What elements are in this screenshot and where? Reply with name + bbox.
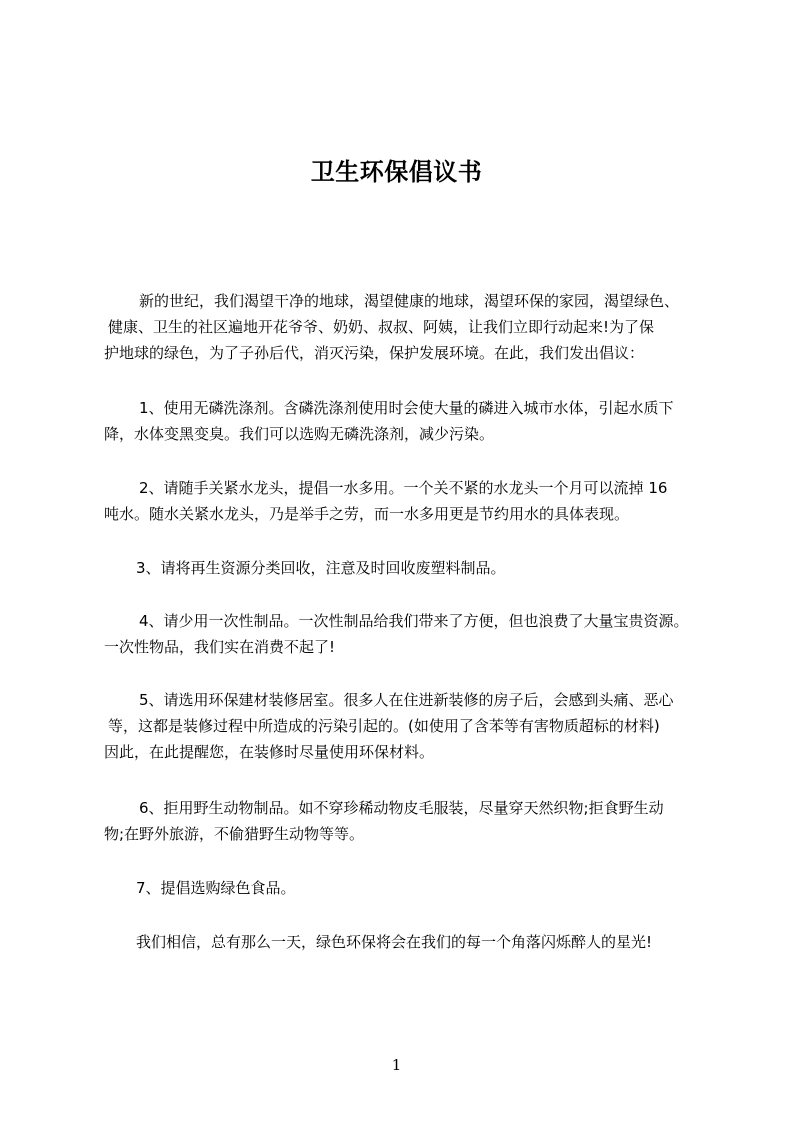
closing-statement: 我们相信，总有那么一天，绿色环保将会在我们的每一个角落闪烁醉人的星光! xyxy=(136,933,653,951)
proposal-item-4-line: 4、请少用一次性制品。一次性制品给我们带来了方便，但也浪费了大量宝贵资源。 xyxy=(139,612,689,630)
proposal-item-5-line: 因此，在此提醒您，在装修时尽量使用环保材料。 xyxy=(104,743,435,761)
proposal-item-3-line: 3、请将再生资源分类回收，注意及时回收废塑料制品。 xyxy=(136,559,506,577)
proposal-item-6-line: 6、拒用野生动物制品。如不穿珍稀动物皮毛服装，尽量穿天然织物;拒食野生动 xyxy=(139,799,664,817)
page-number: 1 xyxy=(391,1056,402,1074)
proposal-item-2-line: 2、请随手关紧水龙头，提倡一水多用。一个关不紧的水龙头一个月可以流掉 16 xyxy=(139,479,668,497)
proposal-item-1-line: 降，水体变黑变臭。我们可以选购无磷洗涤剂，减少污染。 xyxy=(104,425,495,443)
intro-line: 健康、卫生的社区遍地开花爷爷、奶奶、叔叔、阿姨，让我们立即行动起来!为了保 xyxy=(108,318,655,336)
proposal-item-5-line: 5、请选用环保建材装修居室。很多人在住进新装修的房子后，会感到头痛、恶心 xyxy=(139,691,674,709)
proposal-item-7-line: 7、提倡选购绿色食品。 xyxy=(136,879,296,897)
proposal-item-4-line: 一次性物品，我们实在消费不起了! xyxy=(104,638,336,656)
proposal-item-1-line: 1、使用无磷洗涤剂。含磷洗涤剂使用时会使大量的磷进入城市水体，引起水质下 xyxy=(139,399,674,417)
proposal-item-5-line: 等，这都是装修过程中所造成的污染引起的。(如使用了含苯等有害物质超标的材料) xyxy=(108,717,660,735)
intro-line: 护地球的绿色，为了子孙后代，消灭污染，保护发展环境。在此，我们发出倡议： xyxy=(104,344,645,362)
intro-line: 新的世纪，我们渴望干净的地球，渴望健康的地球，渴望环保的家园，渴望绿色、 xyxy=(139,292,680,310)
proposal-item-6-line: 物;在野外旅游，不偷猎野生动物等等。 xyxy=(104,825,365,843)
proposal-item-2-line: 吨水。随水关紧水龙头，乃是举手之劳，而一水多用更是节约用水的具体表现。 xyxy=(104,505,630,523)
document-title: 卫生环保倡议书 xyxy=(310,158,483,187)
